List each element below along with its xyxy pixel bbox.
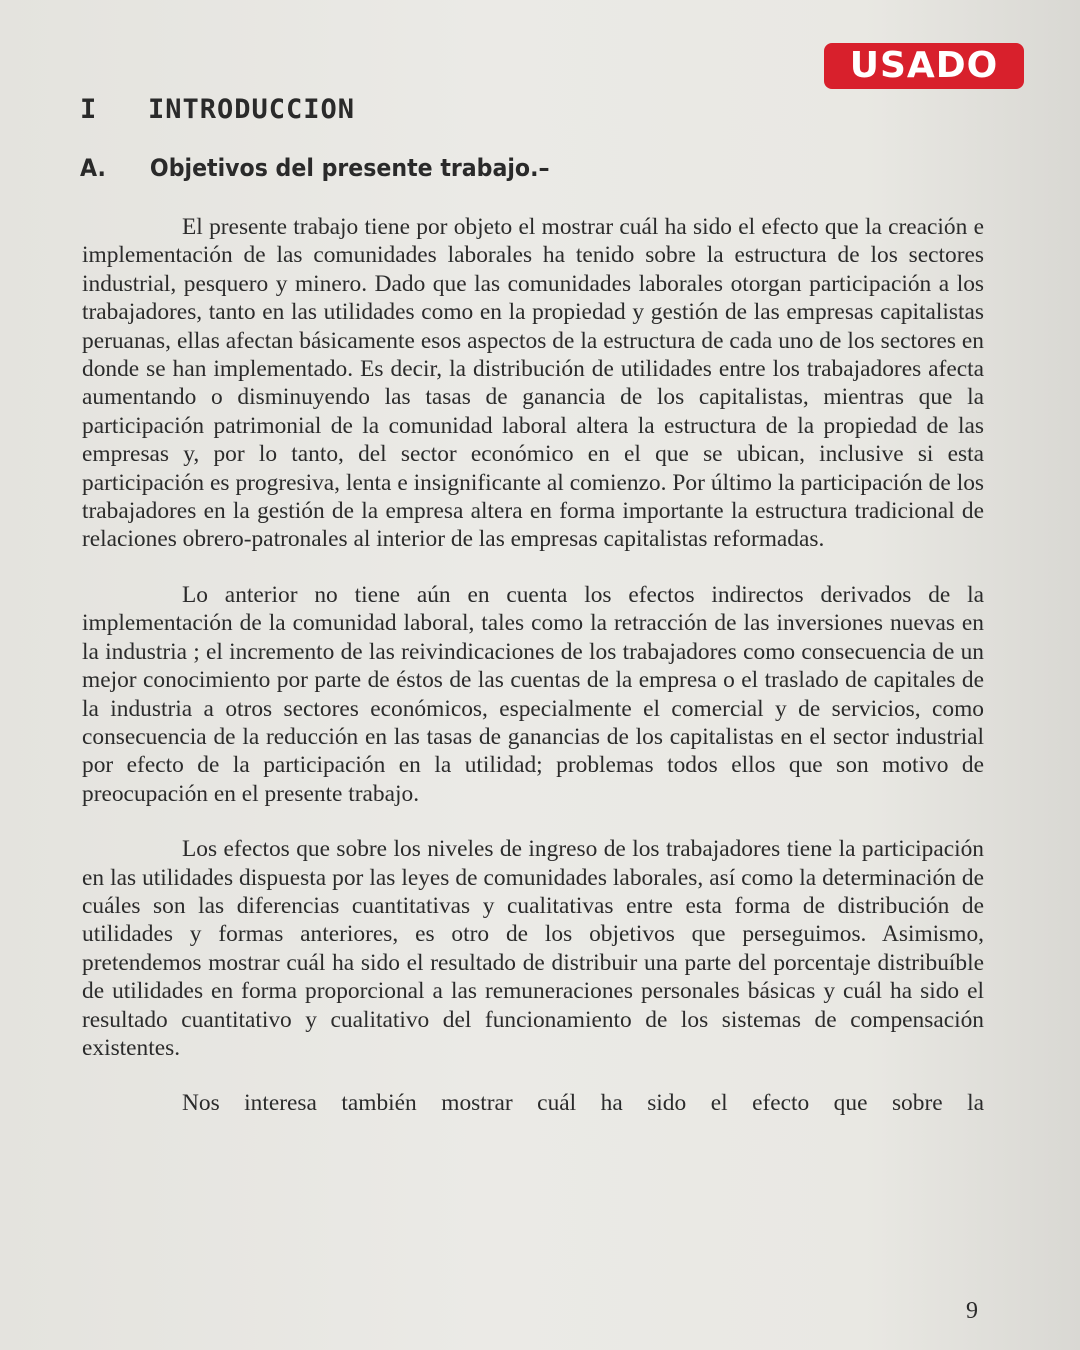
chapter-title: INTRODUCCION <box>148 94 356 125</box>
paragraph: Lo anterior no tiene aún en cuenta los efectos indirectos derivados de la implementación de la comunidad laboral, tales como la retracción de las inversiones nuevas en la industria ; el incremento de las reivindicaciones de los trabajadores como consecuencia de un mejor conocimiento por parte de éstos de las cuentas de la empresa o el traslado de capitales de la industria a otros sectores económicos, especialmente el comercial y de servicios, como consecuencia de la reducción en las tasas de ganancias de los capitalistas en el sector industrial por efecto de la participación en la utilidad; problemas todos ellos que son motivo de preocupación en el presente trabajo. <box>82 581 984 807</box>
section-title: Objetivos del presente trabajo.– <box>149 154 550 182</box>
section-heading <box>80 154 550 182</box>
paragraph: El presente trabajo tiene por objeto el mostrar cuál ha sido el efecto que la creación e implementación de las comunidades laborales ha tenido sobre la estructura de los sectores industrial, pesquero y minero. Dado que las comunidades laborales otorgan participación a los trabajadores, tanto en las utilidades como en la propiedad y gestión de las empresas capitalistas peruanas, ellas afectan básicamente esos aspectos de la estructura de cada uno de los sectores en donde se han implementado. Es decir, la distribución de utilidades entre los trabajadores afecta aumentando o disminuyendo las tasas de ganancia de los capitalistas, mientras que la participación patrimonial de la comunidad laboral altera la estructura de la propiedad de las empresas y, por lo tanto, del sector económico en el que se ubican, inclusive si esta participación es progresiva, lenta e insignificante al comienzo. Por último la participación de los trabajadores en la gestión de la empresa altera en forma importante la estructura tradicional de relaciones obrero-patronales al interior de las empresas capitalistas reformadas. <box>82 214 984 553</box>
page-number: 9 <box>966 1298 978 1324</box>
used-badge: USADO <box>824 43 1024 89</box>
paragraph: Nos interesa también mostrar cuál ha sido el efecto que sobre la <box>182 1090 984 1117</box>
chapter-heading <box>80 94 355 125</box>
chapter-number: I <box>80 94 98 125</box>
body-text <box>82 213 984 1118</box>
paragraph: Los efectos que sobre los niveles de ingreso de los trabajadores tiene la participación en las utilidades dispuesta por las leyes de comunidades laborales, así como la determinación de cuáles son las diferencias cuantitativas y cualitativas entre esta forma de distribución de utilidades y formas anteriores, es otro de los objetivos que perseguimos. Asimismo, pretendemos mostrar cuál ha sido el resultado de distribuir una parte del porcentaje distribuíble de utilidades en forma proporcional a las remuneraciones personales básicas y cuál ha sido el resultado cuantitativo y cualitativo del funcionamiento de los sistemas de compensación existentes. <box>82 836 984 1061</box>
section-letter: A. <box>80 154 106 182</box>
